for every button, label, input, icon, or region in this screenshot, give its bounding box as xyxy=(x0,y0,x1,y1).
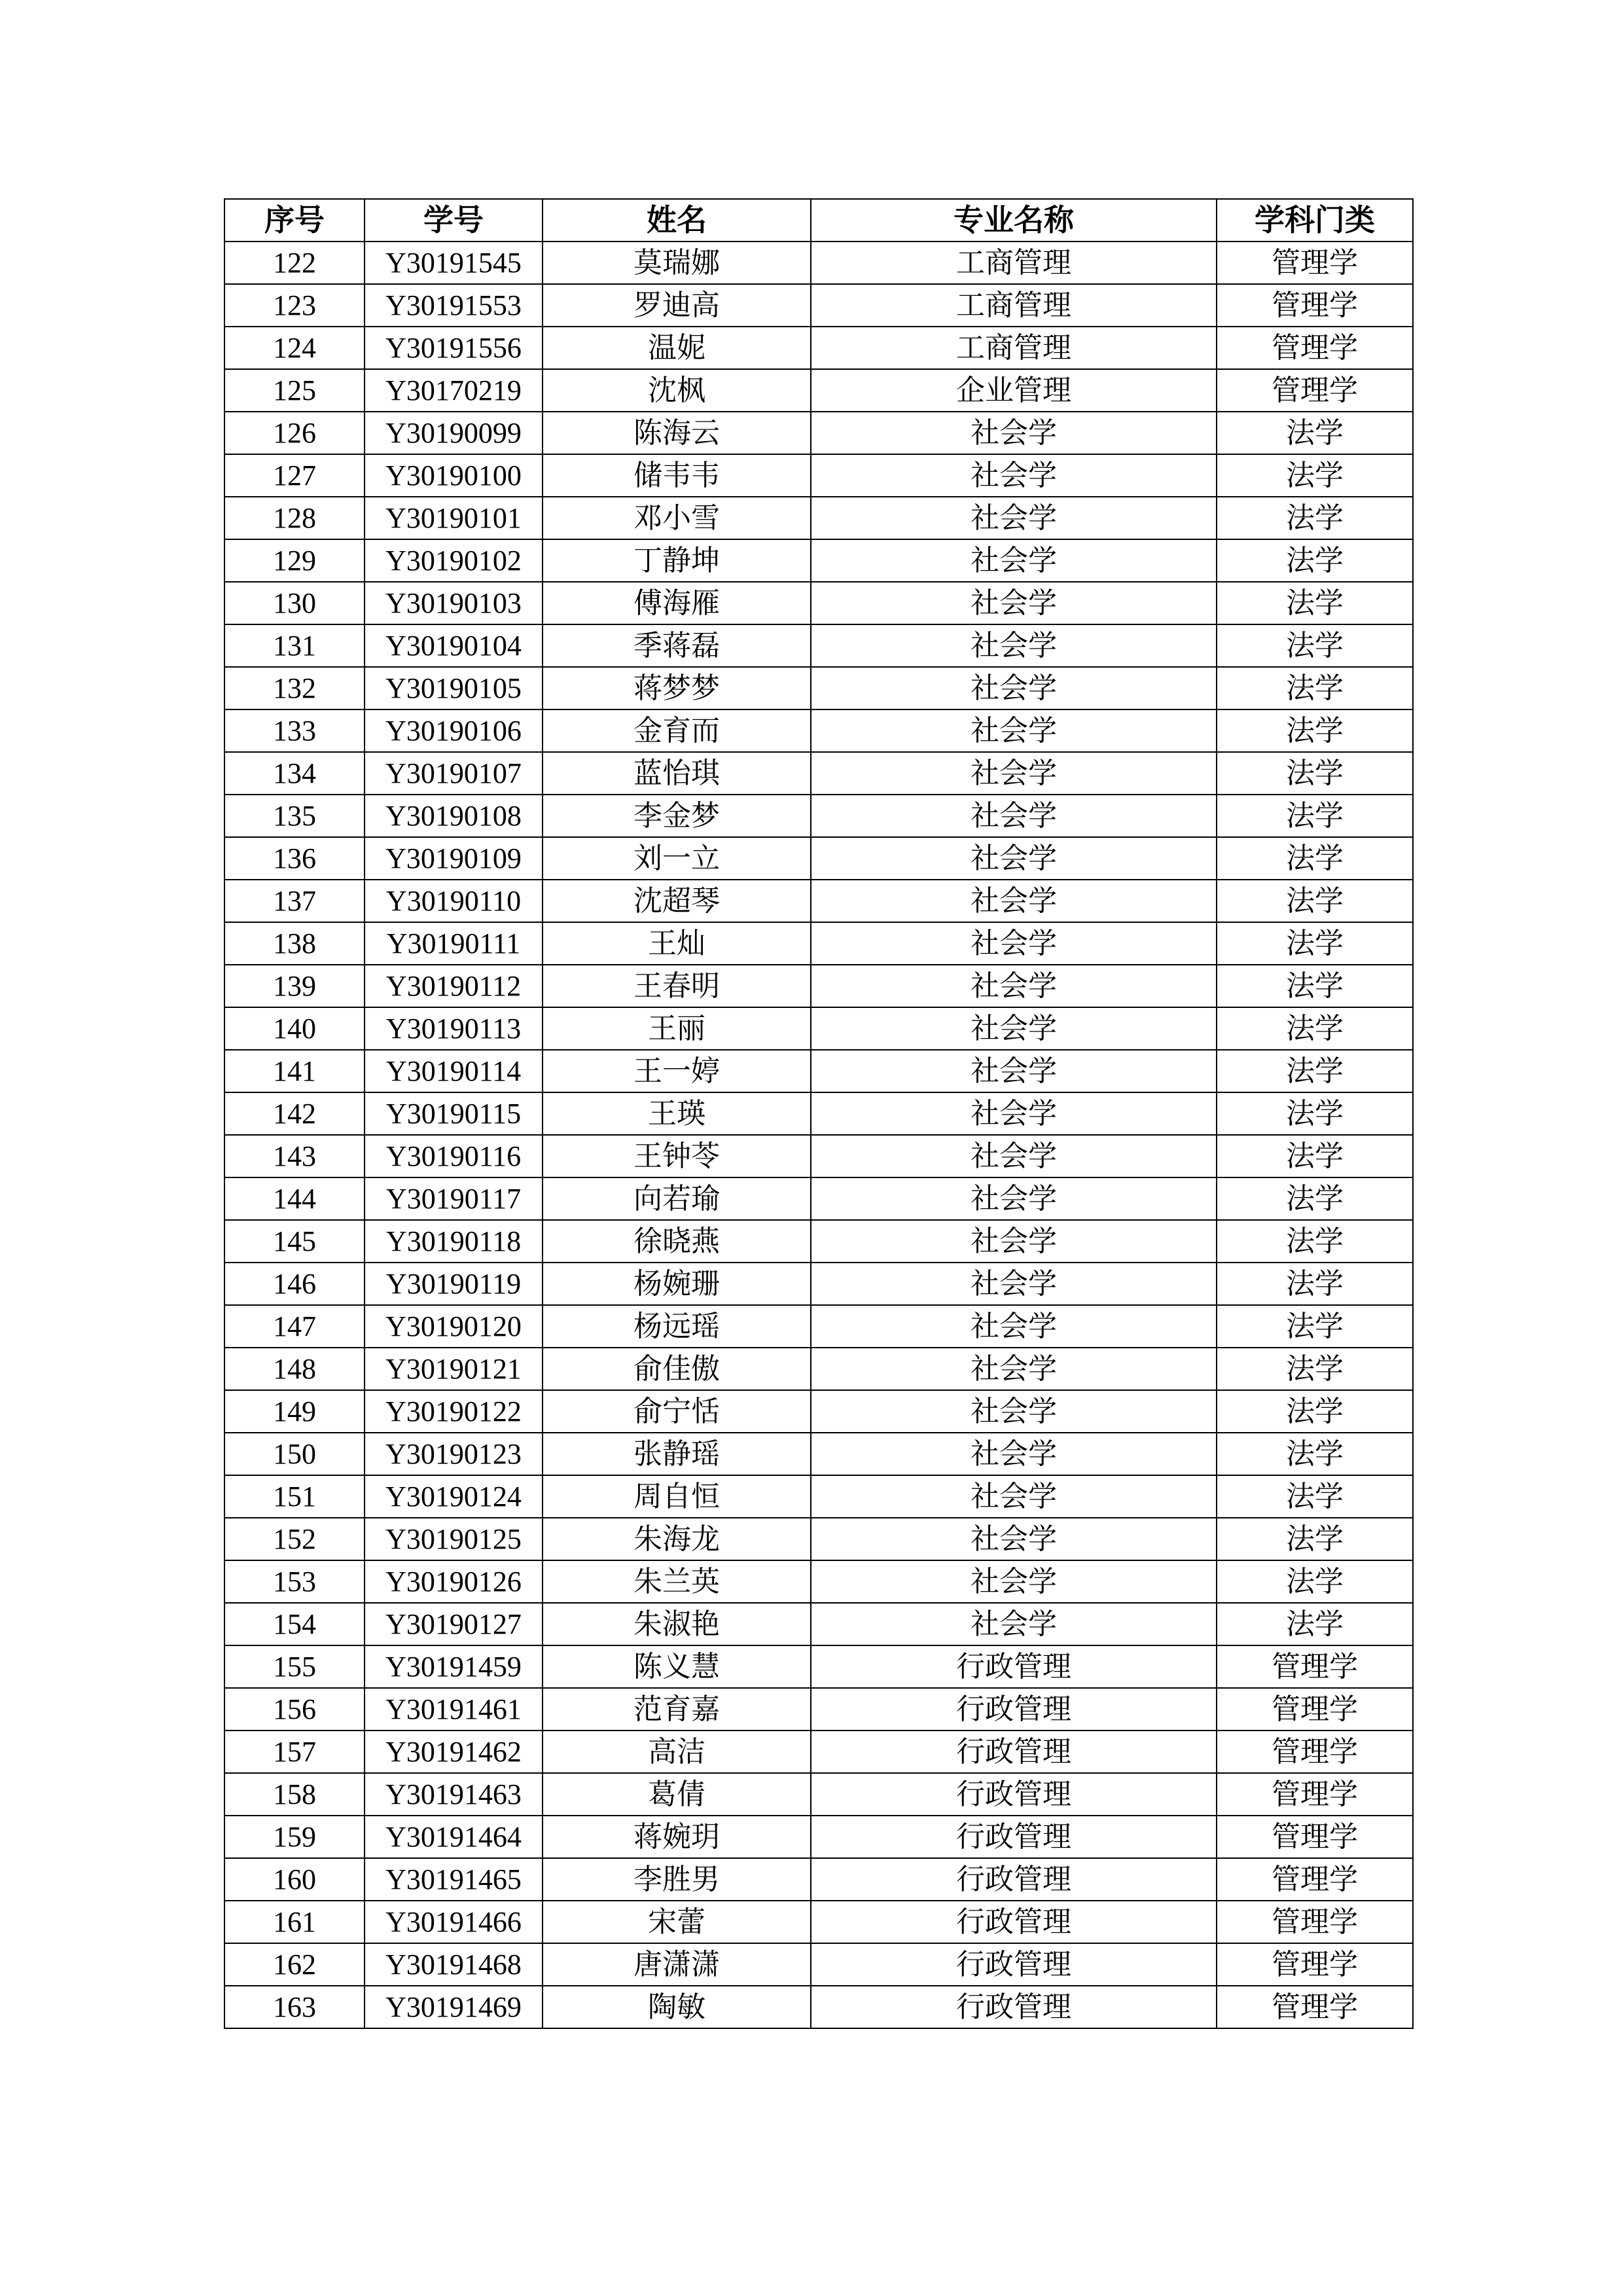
table-row xyxy=(224,327,1413,369)
cell-seq: 133 xyxy=(224,709,365,752)
cell-major: 企业管理 xyxy=(811,369,1217,412)
header-major: 专业名称 xyxy=(811,199,1217,242)
cell-seq: 146 xyxy=(224,1263,365,1305)
cell-seq: 128 xyxy=(224,497,365,539)
table-row xyxy=(224,1773,1413,1816)
cell-student-id: Y30190116 xyxy=(365,1135,543,1177)
cell-major: 行政管理 xyxy=(811,1858,1217,1901)
cell-discipline: 法学 xyxy=(1217,497,1413,539)
cell-student-id: Y30190117 xyxy=(365,1177,543,1220)
table-row xyxy=(224,1433,1413,1475)
cell-major: 社会学 xyxy=(811,1177,1217,1220)
cell-name: 唐潇潇 xyxy=(543,1943,811,1986)
cell-seq: 141 xyxy=(224,1050,365,1092)
cell-name: 王丽 xyxy=(543,1007,811,1050)
table-row xyxy=(224,1007,1413,1050)
table-row xyxy=(224,1390,1413,1433)
table-row xyxy=(224,1305,1413,1348)
cell-major: 社会学 xyxy=(811,709,1217,752)
cell-discipline: 法学 xyxy=(1217,837,1413,880)
cell-seq: 132 xyxy=(224,667,365,709)
table-header xyxy=(224,199,1413,242)
cell-discipline: 管理学 xyxy=(1217,1858,1413,1901)
cell-seq: 129 xyxy=(224,539,365,582)
cell-discipline: 法学 xyxy=(1217,1050,1413,1092)
cell-student-id: Y30191545 xyxy=(365,242,543,284)
cell-discipline: 法学 xyxy=(1217,709,1413,752)
cell-major: 行政管理 xyxy=(811,1816,1217,1858)
cell-major: 社会学 xyxy=(811,1518,1217,1560)
cell-name: 周自恒 xyxy=(543,1475,811,1518)
cell-major: 工商管理 xyxy=(811,327,1217,369)
table-row xyxy=(224,242,1413,284)
cell-major: 社会学 xyxy=(811,1390,1217,1433)
cell-discipline: 法学 xyxy=(1217,1390,1413,1433)
table-row xyxy=(224,1220,1413,1263)
cell-major: 行政管理 xyxy=(811,1986,1217,2028)
cell-name: 高洁 xyxy=(543,1731,811,1773)
cell-major: 行政管理 xyxy=(811,1773,1217,1816)
cell-seq: 130 xyxy=(224,582,365,624)
cell-discipline: 管理学 xyxy=(1217,1731,1413,1773)
cell-discipline: 法学 xyxy=(1217,1348,1413,1390)
cell-student-id: Y30191468 xyxy=(365,1943,543,1986)
cell-name: 王瑛 xyxy=(543,1092,811,1135)
cell-name: 徐晓燕 xyxy=(543,1220,811,1263)
cell-major: 社会学 xyxy=(811,667,1217,709)
cell-name: 丁静坤 xyxy=(543,539,811,582)
cell-discipline: 法学 xyxy=(1217,624,1413,667)
table-row xyxy=(224,624,1413,667)
cell-seq: 131 xyxy=(224,624,365,667)
header-row xyxy=(224,199,1413,242)
cell-major: 社会学 xyxy=(811,1007,1217,1050)
cell-discipline: 法学 xyxy=(1217,1603,1413,1645)
cell-name: 季蒋磊 xyxy=(543,624,811,667)
cell-name: 蒋梦梦 xyxy=(543,667,811,709)
table-row xyxy=(224,1603,1413,1645)
cell-major: 社会学 xyxy=(811,1050,1217,1092)
cell-name: 王钟苓 xyxy=(543,1135,811,1177)
cell-seq: 140 xyxy=(224,1007,365,1050)
cell-student-id: Y30190110 xyxy=(365,880,543,922)
cell-major: 社会学 xyxy=(811,1092,1217,1135)
table-row xyxy=(224,1263,1413,1305)
cell-major: 社会学 xyxy=(811,1135,1217,1177)
cell-discipline: 法学 xyxy=(1217,1560,1413,1603)
cell-seq: 122 xyxy=(224,242,365,284)
cell-name: 俞宁恬 xyxy=(543,1390,811,1433)
cell-name: 蓝怡琪 xyxy=(543,752,811,795)
cell-seq: 163 xyxy=(224,1986,365,2028)
cell-seq: 159 xyxy=(224,1816,365,1858)
cell-name: 朱海龙 xyxy=(543,1518,811,1560)
cell-student-id: Y30190120 xyxy=(365,1305,543,1348)
cell-name: 温妮 xyxy=(543,327,811,369)
cell-name: 葛倩 xyxy=(543,1773,811,1816)
cell-student-id: Y30190108 xyxy=(365,795,543,837)
cell-name: 王一婷 xyxy=(543,1050,811,1092)
student-roster-table xyxy=(224,198,1414,2029)
cell-major: 社会学 xyxy=(811,1603,1217,1645)
table-row xyxy=(224,1518,1413,1560)
table-row xyxy=(224,1050,1413,1092)
cell-major: 行政管理 xyxy=(811,1901,1217,1943)
cell-name: 沈枫 xyxy=(543,369,811,412)
cell-major: 社会学 xyxy=(811,965,1217,1007)
cell-discipline: 法学 xyxy=(1217,412,1413,454)
cell-student-id: Y30190113 xyxy=(365,1007,543,1050)
cell-seq: 127 xyxy=(224,454,365,497)
cell-major: 社会学 xyxy=(811,624,1217,667)
cell-seq: 125 xyxy=(224,369,365,412)
table-row xyxy=(224,1092,1413,1135)
cell-name: 陈义慧 xyxy=(543,1645,811,1688)
cell-student-id: Y30190105 xyxy=(365,667,543,709)
cell-major: 社会学 xyxy=(811,1263,1217,1305)
header-seq: 序号 xyxy=(224,199,365,242)
cell-seq: 160 xyxy=(224,1858,365,1901)
cell-major: 社会学 xyxy=(811,454,1217,497)
cell-discipline: 管理学 xyxy=(1217,1688,1413,1731)
cell-student-id: Y30190107 xyxy=(365,752,543,795)
cell-major: 社会学 xyxy=(811,922,1217,965)
cell-seq: 142 xyxy=(224,1092,365,1135)
table-row xyxy=(224,412,1413,454)
table-row xyxy=(224,1986,1413,2028)
table-row xyxy=(224,1688,1413,1731)
cell-name: 王春明 xyxy=(543,965,811,1007)
cell-student-id: Y30190109 xyxy=(365,837,543,880)
cell-student-id: Y30191469 xyxy=(365,1986,543,2028)
cell-student-id: Y30190115 xyxy=(365,1092,543,1135)
table-row xyxy=(224,1901,1413,1943)
table-row xyxy=(224,667,1413,709)
table-row xyxy=(224,837,1413,880)
cell-seq: 134 xyxy=(224,752,365,795)
cell-student-id: Y30190099 xyxy=(365,412,543,454)
table-row xyxy=(224,497,1413,539)
cell-name: 宋蕾 xyxy=(543,1901,811,1943)
cell-name: 陶敏 xyxy=(543,1986,811,2028)
cell-name: 沈超琴 xyxy=(543,880,811,922)
cell-name: 朱兰英 xyxy=(543,1560,811,1603)
cell-discipline: 管理学 xyxy=(1217,1943,1413,1986)
cell-student-id: Y30190126 xyxy=(365,1560,543,1603)
cell-student-id: Y30190123 xyxy=(365,1433,543,1475)
cell-discipline: 法学 xyxy=(1217,582,1413,624)
cell-name: 储韦韦 xyxy=(543,454,811,497)
cell-discipline: 法学 xyxy=(1217,1177,1413,1220)
cell-seq: 157 xyxy=(224,1731,365,1773)
cell-seq: 147 xyxy=(224,1305,365,1348)
cell-discipline: 法学 xyxy=(1217,1135,1413,1177)
cell-name: 范育嘉 xyxy=(543,1688,811,1731)
cell-seq: 138 xyxy=(224,922,365,965)
cell-name: 李金梦 xyxy=(543,795,811,837)
cell-discipline: 法学 xyxy=(1217,1007,1413,1050)
cell-name: 刘一立 xyxy=(543,837,811,880)
cell-discipline: 法学 xyxy=(1217,667,1413,709)
cell-name: 王灿 xyxy=(543,922,811,965)
cell-student-id: Y30170219 xyxy=(365,369,543,412)
cell-major: 行政管理 xyxy=(811,1731,1217,1773)
table-row xyxy=(224,582,1413,624)
cell-seq: 151 xyxy=(224,1475,365,1518)
cell-seq: 161 xyxy=(224,1901,365,1943)
cell-discipline: 管理学 xyxy=(1217,369,1413,412)
table-row xyxy=(224,1135,1413,1177)
cell-name: 陈海云 xyxy=(543,412,811,454)
header-discipline: 学科门类 xyxy=(1217,199,1413,242)
cell-seq: 126 xyxy=(224,412,365,454)
cell-student-id: Y30190106 xyxy=(365,709,543,752)
cell-major: 社会学 xyxy=(811,497,1217,539)
cell-student-id: Y30191553 xyxy=(365,284,543,327)
cell-discipline: 法学 xyxy=(1217,1305,1413,1348)
cell-major: 社会学 xyxy=(811,1475,1217,1518)
cell-seq: 156 xyxy=(224,1688,365,1731)
table-row xyxy=(224,1348,1413,1390)
cell-seq: 144 xyxy=(224,1177,365,1220)
table-row xyxy=(224,369,1413,412)
cell-seq: 153 xyxy=(224,1560,365,1603)
cell-discipline: 法学 xyxy=(1217,1092,1413,1135)
cell-student-id: Y30190125 xyxy=(365,1518,543,1560)
document-page xyxy=(224,198,1412,2029)
cell-discipline: 管理学 xyxy=(1217,1986,1413,2028)
cell-discipline: 管理学 xyxy=(1217,1816,1413,1858)
cell-major: 行政管理 xyxy=(811,1943,1217,1986)
cell-seq: 136 xyxy=(224,837,365,880)
cell-discipline: 法学 xyxy=(1217,1263,1413,1305)
cell-seq: 148 xyxy=(224,1348,365,1390)
cell-discipline: 法学 xyxy=(1217,880,1413,922)
cell-name: 张静瑶 xyxy=(543,1433,811,1475)
cell-discipline: 法学 xyxy=(1217,1433,1413,1475)
cell-major: 工商管理 xyxy=(811,284,1217,327)
cell-major: 社会学 xyxy=(811,582,1217,624)
cell-discipline: 法学 xyxy=(1217,752,1413,795)
cell-major: 行政管理 xyxy=(811,1688,1217,1731)
cell-discipline: 管理学 xyxy=(1217,284,1413,327)
cell-discipline: 管理学 xyxy=(1217,1901,1413,1943)
table-row xyxy=(224,752,1413,795)
table-row xyxy=(224,1731,1413,1773)
cell-discipline: 法学 xyxy=(1217,965,1413,1007)
cell-discipline: 法学 xyxy=(1217,454,1413,497)
cell-seq: 158 xyxy=(224,1773,365,1816)
cell-discipline: 管理学 xyxy=(1217,242,1413,284)
cell-student-id: Y30191466 xyxy=(365,1901,543,1943)
cell-major: 社会学 xyxy=(811,539,1217,582)
cell-student-id: Y30190121 xyxy=(365,1348,543,1390)
cell-seq: 145 xyxy=(224,1220,365,1263)
cell-discipline: 管理学 xyxy=(1217,1773,1413,1816)
cell-major: 社会学 xyxy=(811,1348,1217,1390)
cell-name: 杨远瑶 xyxy=(543,1305,811,1348)
cell-seq: 135 xyxy=(224,795,365,837)
table-row xyxy=(224,965,1413,1007)
cell-name: 傅海雁 xyxy=(543,582,811,624)
cell-major: 工商管理 xyxy=(811,242,1217,284)
cell-name: 李胜男 xyxy=(543,1858,811,1901)
header-student-id: 学号 xyxy=(365,199,543,242)
table-row xyxy=(224,284,1413,327)
cell-name: 邓小雪 xyxy=(543,497,811,539)
cell-name: 俞佳傲 xyxy=(543,1348,811,1390)
cell-seq: 152 xyxy=(224,1518,365,1560)
table-row xyxy=(224,922,1413,965)
cell-major: 社会学 xyxy=(811,752,1217,795)
cell-student-id: Y30191461 xyxy=(365,1688,543,1731)
cell-seq: 149 xyxy=(224,1390,365,1433)
cell-discipline: 管理学 xyxy=(1217,327,1413,369)
cell-major: 行政管理 xyxy=(811,1645,1217,1688)
cell-student-id: Y30190118 xyxy=(365,1220,543,1263)
cell-name: 杨婉珊 xyxy=(543,1263,811,1305)
cell-student-id: Y30190103 xyxy=(365,582,543,624)
cell-seq: 143 xyxy=(224,1135,365,1177)
table-row xyxy=(224,1560,1413,1603)
cell-discipline: 法学 xyxy=(1217,922,1413,965)
cell-major: 社会学 xyxy=(811,837,1217,880)
cell-seq: 155 xyxy=(224,1645,365,1688)
cell-seq: 150 xyxy=(224,1433,365,1475)
cell-seq: 139 xyxy=(224,965,365,1007)
cell-name: 莫瑞娜 xyxy=(543,242,811,284)
cell-major: 社会学 xyxy=(811,1433,1217,1475)
table-row xyxy=(224,709,1413,752)
table-row xyxy=(224,539,1413,582)
cell-name: 罗迪高 xyxy=(543,284,811,327)
cell-seq: 137 xyxy=(224,880,365,922)
cell-major: 社会学 xyxy=(811,412,1217,454)
cell-major: 社会学 xyxy=(811,795,1217,837)
cell-student-id: Y30190104 xyxy=(365,624,543,667)
cell-seq: 124 xyxy=(224,327,365,369)
table-row xyxy=(224,1858,1413,1901)
cell-seq: 154 xyxy=(224,1603,365,1645)
cell-name: 朱淑艳 xyxy=(543,1603,811,1645)
table-row xyxy=(224,1943,1413,1986)
cell-discipline: 管理学 xyxy=(1217,1645,1413,1688)
cell-student-id: Y30190102 xyxy=(365,539,543,582)
table-row xyxy=(224,880,1413,922)
cell-seq: 123 xyxy=(224,284,365,327)
cell-name: 蒋婉玥 xyxy=(543,1816,811,1858)
table-row xyxy=(224,1475,1413,1518)
table-row xyxy=(224,795,1413,837)
cell-name: 金育而 xyxy=(543,709,811,752)
cell-student-id: Y30191462 xyxy=(365,1731,543,1773)
table-row xyxy=(224,454,1413,497)
cell-student-id: Y30190119 xyxy=(365,1263,543,1305)
cell-discipline: 法学 xyxy=(1217,1475,1413,1518)
cell-discipline: 法学 xyxy=(1217,1220,1413,1263)
table-row xyxy=(224,1177,1413,1220)
table-body xyxy=(224,242,1413,2028)
cell-major: 社会学 xyxy=(811,1305,1217,1348)
cell-student-id: Y30191556 xyxy=(365,327,543,369)
cell-student-id: Y30190101 xyxy=(365,497,543,539)
cell-seq: 162 xyxy=(224,1943,365,1986)
table-row xyxy=(224,1816,1413,1858)
cell-discipline: 法学 xyxy=(1217,539,1413,582)
cell-student-id: Y30190114 xyxy=(365,1050,543,1092)
cell-major: 社会学 xyxy=(811,1220,1217,1263)
header-name: 姓名 xyxy=(543,199,811,242)
cell-student-id: Y30190127 xyxy=(365,1603,543,1645)
cell-student-id: Y30191463 xyxy=(365,1773,543,1816)
cell-student-id: Y30190100 xyxy=(365,454,543,497)
cell-student-id: Y30190112 xyxy=(365,965,543,1007)
cell-student-id: Y30190111 xyxy=(365,922,543,965)
cell-discipline: 法学 xyxy=(1217,1518,1413,1560)
cell-student-id: Y30191465 xyxy=(365,1858,543,1901)
cell-student-id: Y30191464 xyxy=(365,1816,543,1858)
cell-student-id: Y30190122 xyxy=(365,1390,543,1433)
cell-major: 社会学 xyxy=(811,880,1217,922)
cell-discipline: 法学 xyxy=(1217,795,1413,837)
cell-major: 社会学 xyxy=(811,1560,1217,1603)
cell-student-id: Y30191459 xyxy=(365,1645,543,1688)
table-row xyxy=(224,1645,1413,1688)
cell-student-id: Y30190124 xyxy=(365,1475,543,1518)
cell-name: 向若瑜 xyxy=(543,1177,811,1220)
